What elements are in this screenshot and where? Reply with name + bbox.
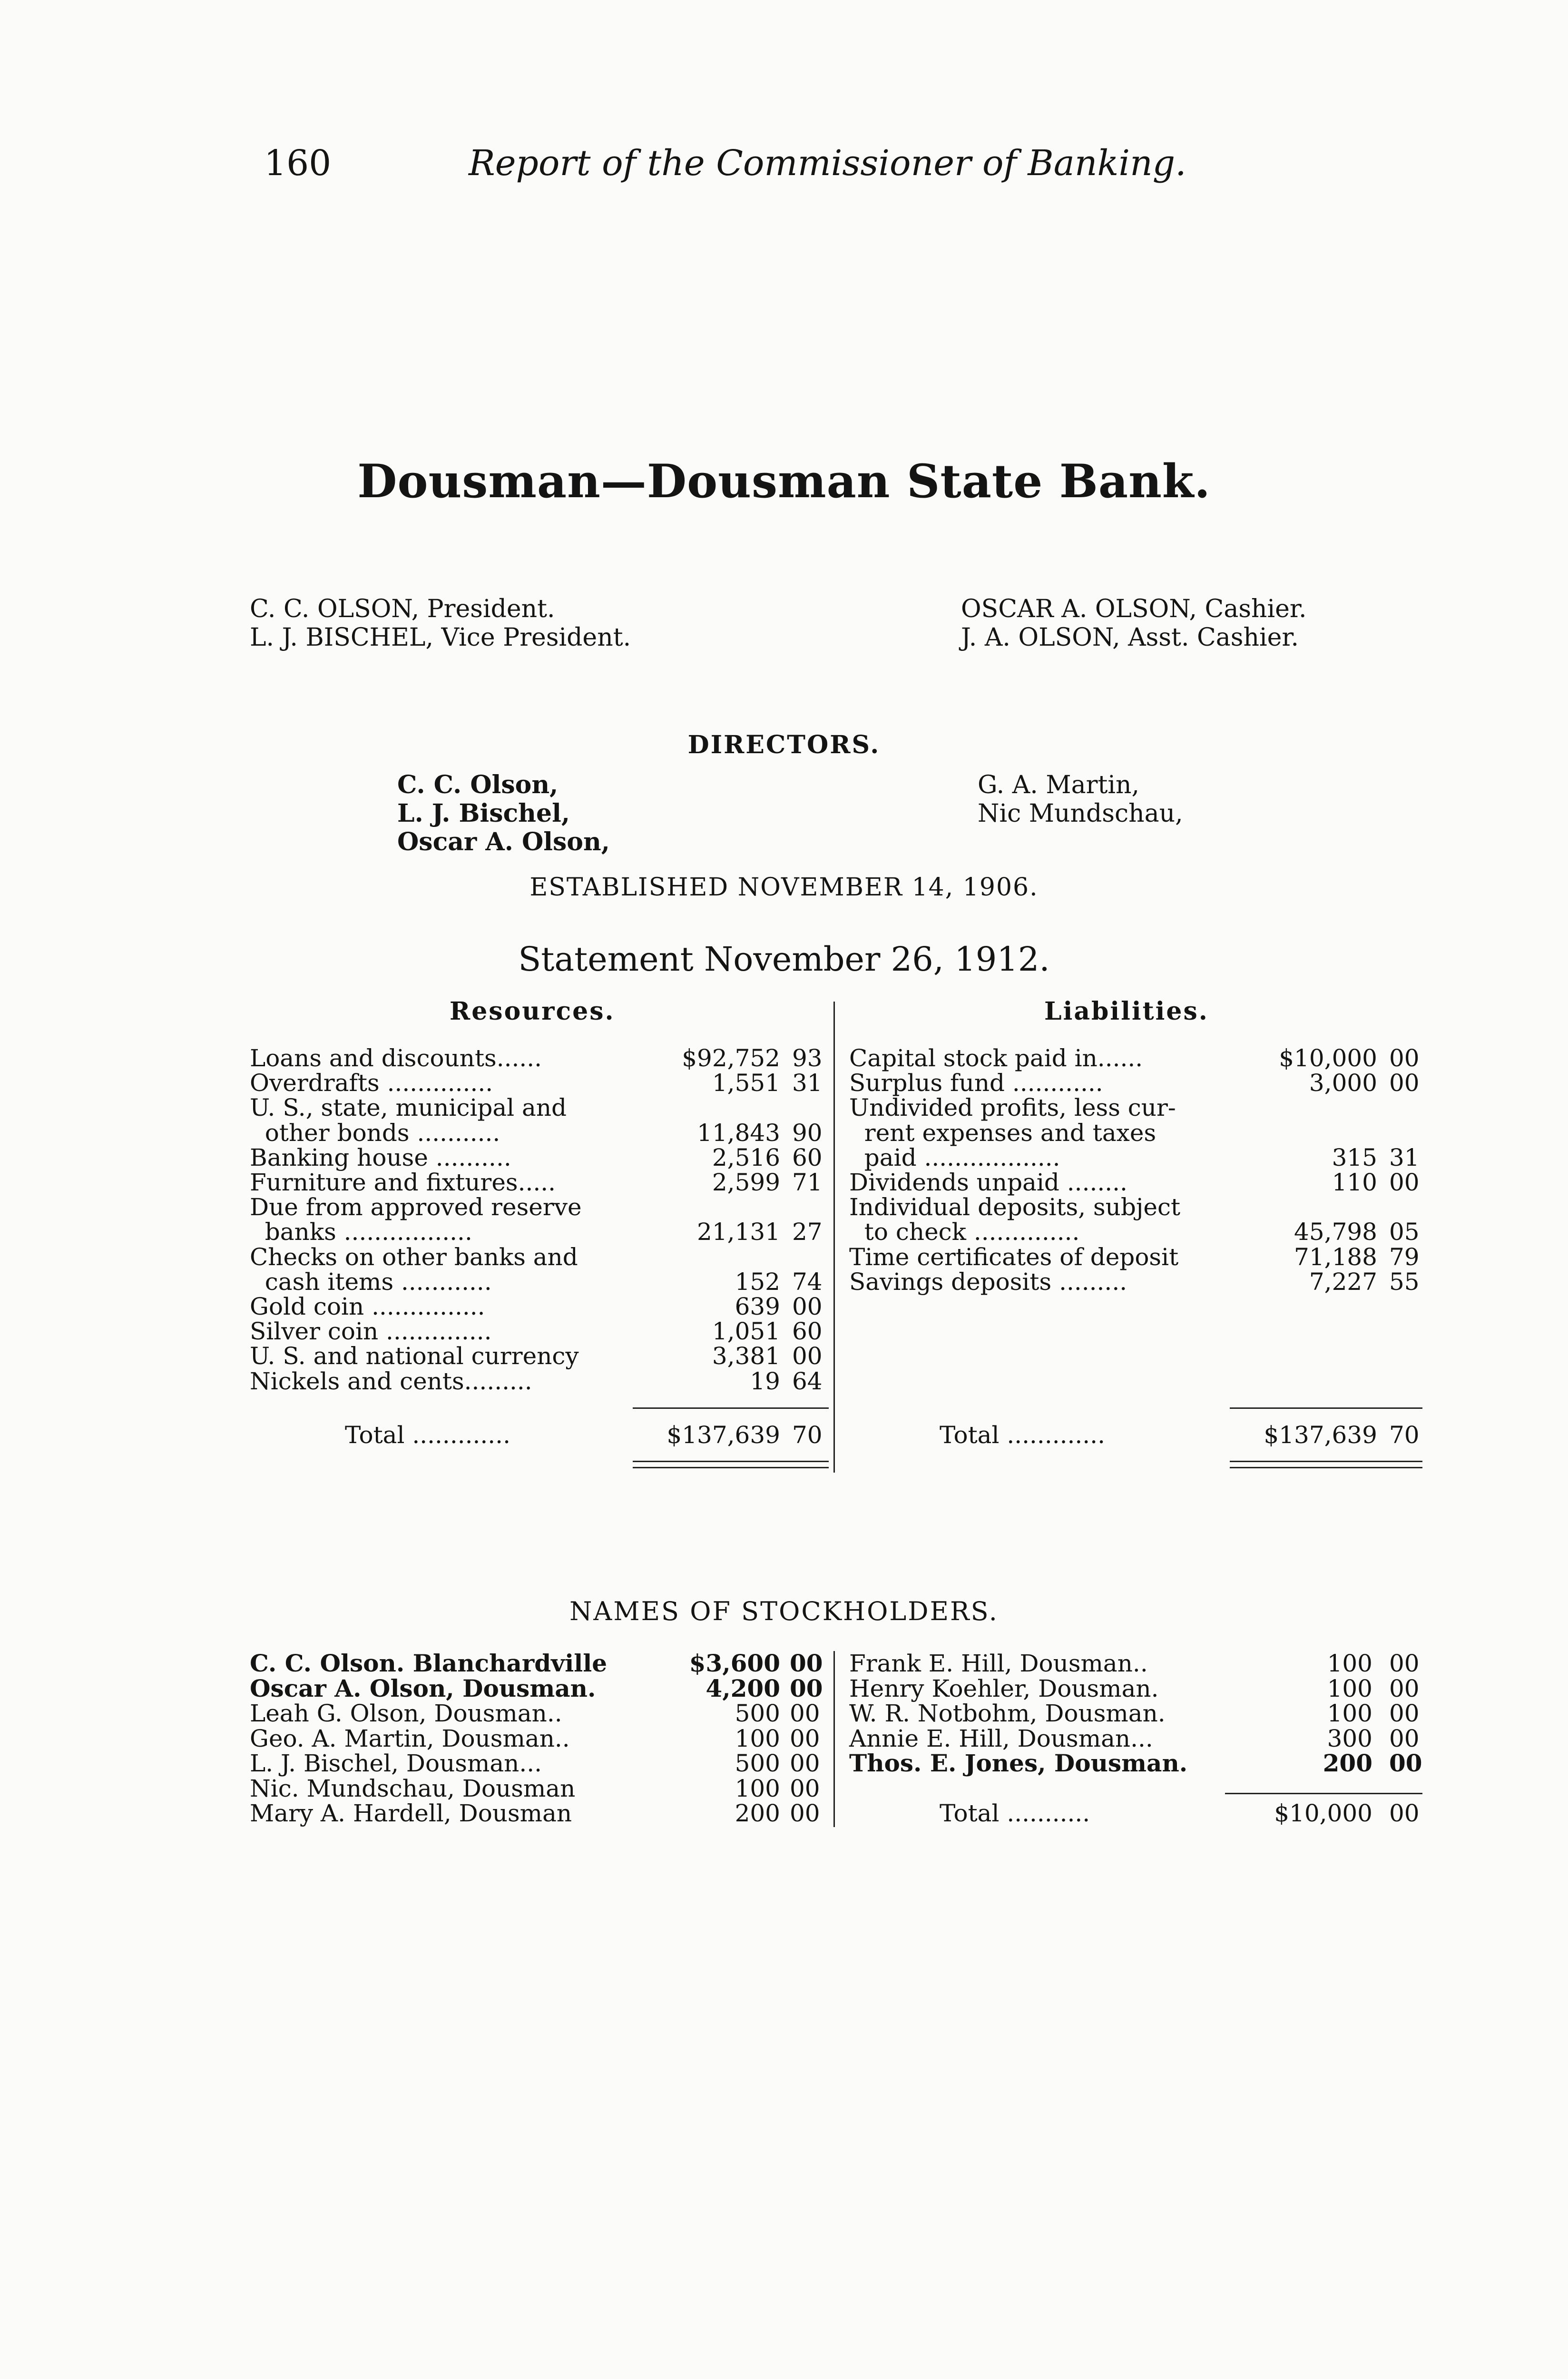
liability-row-dollars: 315 bbox=[1332, 1143, 1377, 1171]
stockholders-total-dollars: $10,000 bbox=[1274, 1799, 1372, 1827]
resource-row-dollars: 152 bbox=[735, 1268, 780, 1296]
resource-row-dollars: 3,381 bbox=[712, 1342, 780, 1370]
stockholders-heading: NAMES OF STOCKHOLDERS. bbox=[569, 1596, 999, 1626]
stockholder-row-label: L. J. Bischel, Dousman... bbox=[250, 1750, 542, 1777]
resource-row-cents: 60 bbox=[792, 1143, 823, 1171]
resource-row-dollars: 11,843 bbox=[697, 1119, 780, 1147]
liabilities-total-cents: 70 bbox=[1389, 1421, 1420, 1449]
stockholder-row-cents: 00 bbox=[790, 1750, 820, 1777]
liability-row-cents: 00 bbox=[1389, 1169, 1420, 1196]
stockholder-row-cents: 00 bbox=[790, 1649, 823, 1677]
resource-row-dollars: 1,551 bbox=[712, 1069, 780, 1097]
resource-row-label: Banking house .......... bbox=[250, 1143, 511, 1171]
officer-asst-cashier: J. A. OLSON, Asst. Cashier. bbox=[961, 623, 1299, 652]
stockholder-row-dollars: 500 bbox=[735, 1750, 780, 1777]
stockholder-row-dollars: 300 bbox=[1327, 1724, 1372, 1752]
resource-row-dollars: 21,131 bbox=[697, 1218, 780, 1246]
resource-row-cents: 00 bbox=[792, 1293, 823, 1320]
stockholder-row-cents: 00 bbox=[1389, 1650, 1420, 1677]
stockholder-row-label: W. R. Notbohm, Dousman. bbox=[849, 1700, 1166, 1727]
stockholder-row-label: Henry Koehler, Dousman. bbox=[849, 1674, 1159, 1702]
stockholder-row-label: Oscar A. Olson, Dousman. bbox=[250, 1674, 596, 1702]
stockholder-row-label: Frank E. Hill, Dousman.. bbox=[849, 1650, 1148, 1677]
liability-row-label: Dividends unpaid ........ bbox=[849, 1169, 1127, 1196]
resource-row-dollars: 19 bbox=[750, 1367, 780, 1395]
stockholder-row-cents: 00 bbox=[790, 1700, 820, 1727]
running-title: Report of the Commissioner of Banking. bbox=[469, 143, 1186, 184]
stockholders-divider bbox=[833, 1651, 835, 1827]
director: L. J. Bischel, bbox=[397, 799, 570, 828]
stockholder-row-cents: 00 bbox=[1389, 1724, 1420, 1752]
liability-row-dollars: 7,227 bbox=[1309, 1268, 1377, 1296]
resources-total-label: Total ............. bbox=[345, 1421, 510, 1449]
liability-row-cents: 55 bbox=[1389, 1268, 1420, 1296]
resource-row-label: cash items ............ bbox=[250, 1268, 492, 1296]
statement-divider bbox=[833, 1002, 835, 1473]
director: C. C. Olson, bbox=[397, 770, 559, 799]
stockholder-row-cents: 00 bbox=[790, 1674, 823, 1702]
liability-row-dollars: 3,000 bbox=[1309, 1069, 1377, 1097]
resource-row-label: Checks on other banks and bbox=[250, 1243, 578, 1271]
liability-row-label: Savings deposits ......... bbox=[849, 1268, 1127, 1296]
liabilities-double-rule bbox=[1230, 1467, 1422, 1468]
resource-row-dollars: $92,752 bbox=[682, 1044, 780, 1072]
liability-row-label: paid .................. bbox=[849, 1143, 1060, 1171]
liability-row-cents: 79 bbox=[1389, 1243, 1420, 1271]
stockholder-row-label: Geo. A. Martin, Dousman.. bbox=[250, 1724, 570, 1752]
officer-cashier: OSCAR A. OLSON, Cashier. bbox=[961, 595, 1307, 623]
liabilities-heading: Liabilities. bbox=[1044, 997, 1209, 1026]
stockholder-row-label: C. C. Olson. Blanchardville bbox=[250, 1649, 608, 1677]
resources-heading: Resources. bbox=[450, 997, 615, 1026]
stockholder-row-dollars: $3,600 bbox=[689, 1649, 780, 1677]
resource-row-label: U. S., state, municipal and bbox=[250, 1094, 567, 1122]
stockholder-row-cents: 00 bbox=[790, 1724, 820, 1752]
stockholder-row-dollars: 100 bbox=[1327, 1674, 1372, 1702]
resource-row-label: Due from approved reserve bbox=[250, 1193, 582, 1221]
stockholder-row-label: Leah G. Olson, Dousman.. bbox=[250, 1700, 562, 1727]
liability-row-dollars: $10,000 bbox=[1279, 1044, 1377, 1072]
resource-row-dollars: 2,599 bbox=[712, 1169, 780, 1196]
liability-row-dollars: 71,188 bbox=[1294, 1243, 1377, 1271]
statement-title: Statement November 26, 1912. bbox=[518, 940, 1050, 979]
stockholder-row-dollars: 100 bbox=[735, 1774, 780, 1802]
stockholders-total-rule bbox=[1225, 1793, 1422, 1794]
resource-row-cents: 00 bbox=[792, 1342, 823, 1370]
liabilities-double-rule bbox=[1230, 1461, 1422, 1462]
officers-right bbox=[961, 595, 1307, 652]
stockholder-row-label: Thos. E. Jones, Dousman. bbox=[849, 1749, 1188, 1777]
resource-row-cents: 93 bbox=[792, 1044, 823, 1072]
directors-right bbox=[978, 771, 1183, 828]
page-number: 160 bbox=[264, 143, 332, 184]
resources-total-cents: 70 bbox=[792, 1421, 823, 1449]
liability-row-label: Time certificates of deposit bbox=[849, 1243, 1179, 1271]
resource-row-label: banks ................. bbox=[250, 1218, 472, 1246]
officer-president: C. C. OLSON, President. bbox=[250, 595, 555, 623]
stockholder-row-dollars: 100 bbox=[735, 1724, 780, 1752]
liability-row-cents: 05 bbox=[1389, 1218, 1420, 1246]
liabilities-total-label: Total ............. bbox=[940, 1421, 1105, 1449]
resource-row-cents: 90 bbox=[792, 1119, 823, 1147]
bank-title: Dousman—Dousman State Bank. bbox=[357, 454, 1211, 508]
liability-row-cents: 31 bbox=[1389, 1143, 1420, 1171]
liability-row-dollars: 110 bbox=[1332, 1169, 1377, 1196]
stockholder-row-dollars: 4,200 bbox=[706, 1674, 780, 1702]
stockholders-total-cents: 00 bbox=[1389, 1799, 1420, 1827]
stockholder-row-cents: 00 bbox=[790, 1774, 820, 1802]
stockholder-row-cents: 00 bbox=[1389, 1700, 1420, 1727]
liability-row-cents: 00 bbox=[1389, 1044, 1420, 1072]
resources-total-dollars: $137,639 bbox=[666, 1421, 780, 1449]
stockholder-row-dollars: 500 bbox=[735, 1700, 780, 1727]
stockholder-row-dollars: 100 bbox=[1327, 1650, 1372, 1677]
liability-row-label: Surplus fund ............ bbox=[849, 1069, 1103, 1097]
resource-row-label: Overdrafts .............. bbox=[250, 1069, 493, 1097]
director: Oscar A. Olson, bbox=[397, 827, 610, 856]
director: G. A. Martin, bbox=[978, 771, 1140, 799]
resources-total-rule bbox=[633, 1407, 829, 1409]
officer-vice-president: L. J. BISCHEL, Vice President. bbox=[250, 623, 631, 652]
resource-row-cents: 64 bbox=[792, 1367, 823, 1395]
liability-row-label: Individual deposits, subject bbox=[849, 1193, 1181, 1221]
liability-row-dollars: 45,798 bbox=[1294, 1218, 1377, 1246]
resources-double-rule bbox=[633, 1467, 829, 1468]
resource-row-cents: 60 bbox=[792, 1317, 823, 1346]
resource-row-label: Silver coin .............. bbox=[250, 1317, 492, 1346]
director: Nic Mundschau, bbox=[978, 799, 1183, 828]
stockholders-total-label: Total ........... bbox=[940, 1799, 1090, 1827]
directors-heading: DIRECTORS. bbox=[687, 730, 881, 759]
resource-row-label: Loans and discounts...... bbox=[250, 1044, 542, 1072]
stockholder-row-cents: 00 bbox=[790, 1799, 820, 1827]
resource-row-label: Furniture and fixtures..... bbox=[250, 1169, 556, 1196]
resource-row-cents: 31 bbox=[792, 1069, 823, 1097]
resource-row-label: U. S. and national currency bbox=[250, 1342, 579, 1370]
officers-left bbox=[250, 595, 631, 652]
resource-row-cents: 27 bbox=[792, 1218, 823, 1246]
stockholder-row-label: Nic. Mundschau, Dousman bbox=[250, 1774, 576, 1802]
liability-row-label: Undivided profits, less cur- bbox=[849, 1094, 1176, 1122]
resource-row-cents: 71 bbox=[792, 1169, 823, 1196]
stockholder-row-label: Annie E. Hill, Dousman... bbox=[849, 1724, 1153, 1752]
liability-row-label: Capital stock paid in...... bbox=[849, 1044, 1143, 1072]
liability-row-cents: 00 bbox=[1389, 1069, 1420, 1097]
resource-row-label: other bonds ........... bbox=[250, 1119, 500, 1147]
liabilities-total-dollars: $137,639 bbox=[1264, 1421, 1377, 1449]
directors-left bbox=[397, 771, 610, 856]
resource-row-label: Gold coin ............... bbox=[250, 1293, 485, 1320]
resources-double-rule bbox=[633, 1461, 829, 1462]
stockholder-row-cents: 00 bbox=[1389, 1749, 1422, 1777]
resource-row-dollars: 2,516 bbox=[712, 1143, 780, 1171]
resource-row-label: Nickels and cents......... bbox=[250, 1367, 532, 1395]
resource-row-dollars: 639 bbox=[735, 1293, 780, 1320]
resource-row-cents: 74 bbox=[792, 1268, 823, 1296]
stockholder-row-dollars: 200 bbox=[735, 1799, 780, 1827]
liability-row-label: to check .............. bbox=[849, 1218, 1080, 1246]
established-line: ESTABLISHED NOVEMBER 14, 1906. bbox=[529, 873, 1039, 902]
stockholder-row-dollars: 200 bbox=[1323, 1749, 1372, 1777]
liabilities-total-rule bbox=[1230, 1407, 1422, 1409]
stockholder-row-label: Mary A. Hardell, Dousman bbox=[250, 1799, 572, 1827]
stockholder-row-cents: 00 bbox=[1389, 1674, 1420, 1702]
stockholder-row-dollars: 100 bbox=[1327, 1700, 1372, 1727]
liability-row-label: rent expenses and taxes bbox=[849, 1119, 1156, 1147]
resource-row-dollars: 1,051 bbox=[712, 1317, 780, 1346]
